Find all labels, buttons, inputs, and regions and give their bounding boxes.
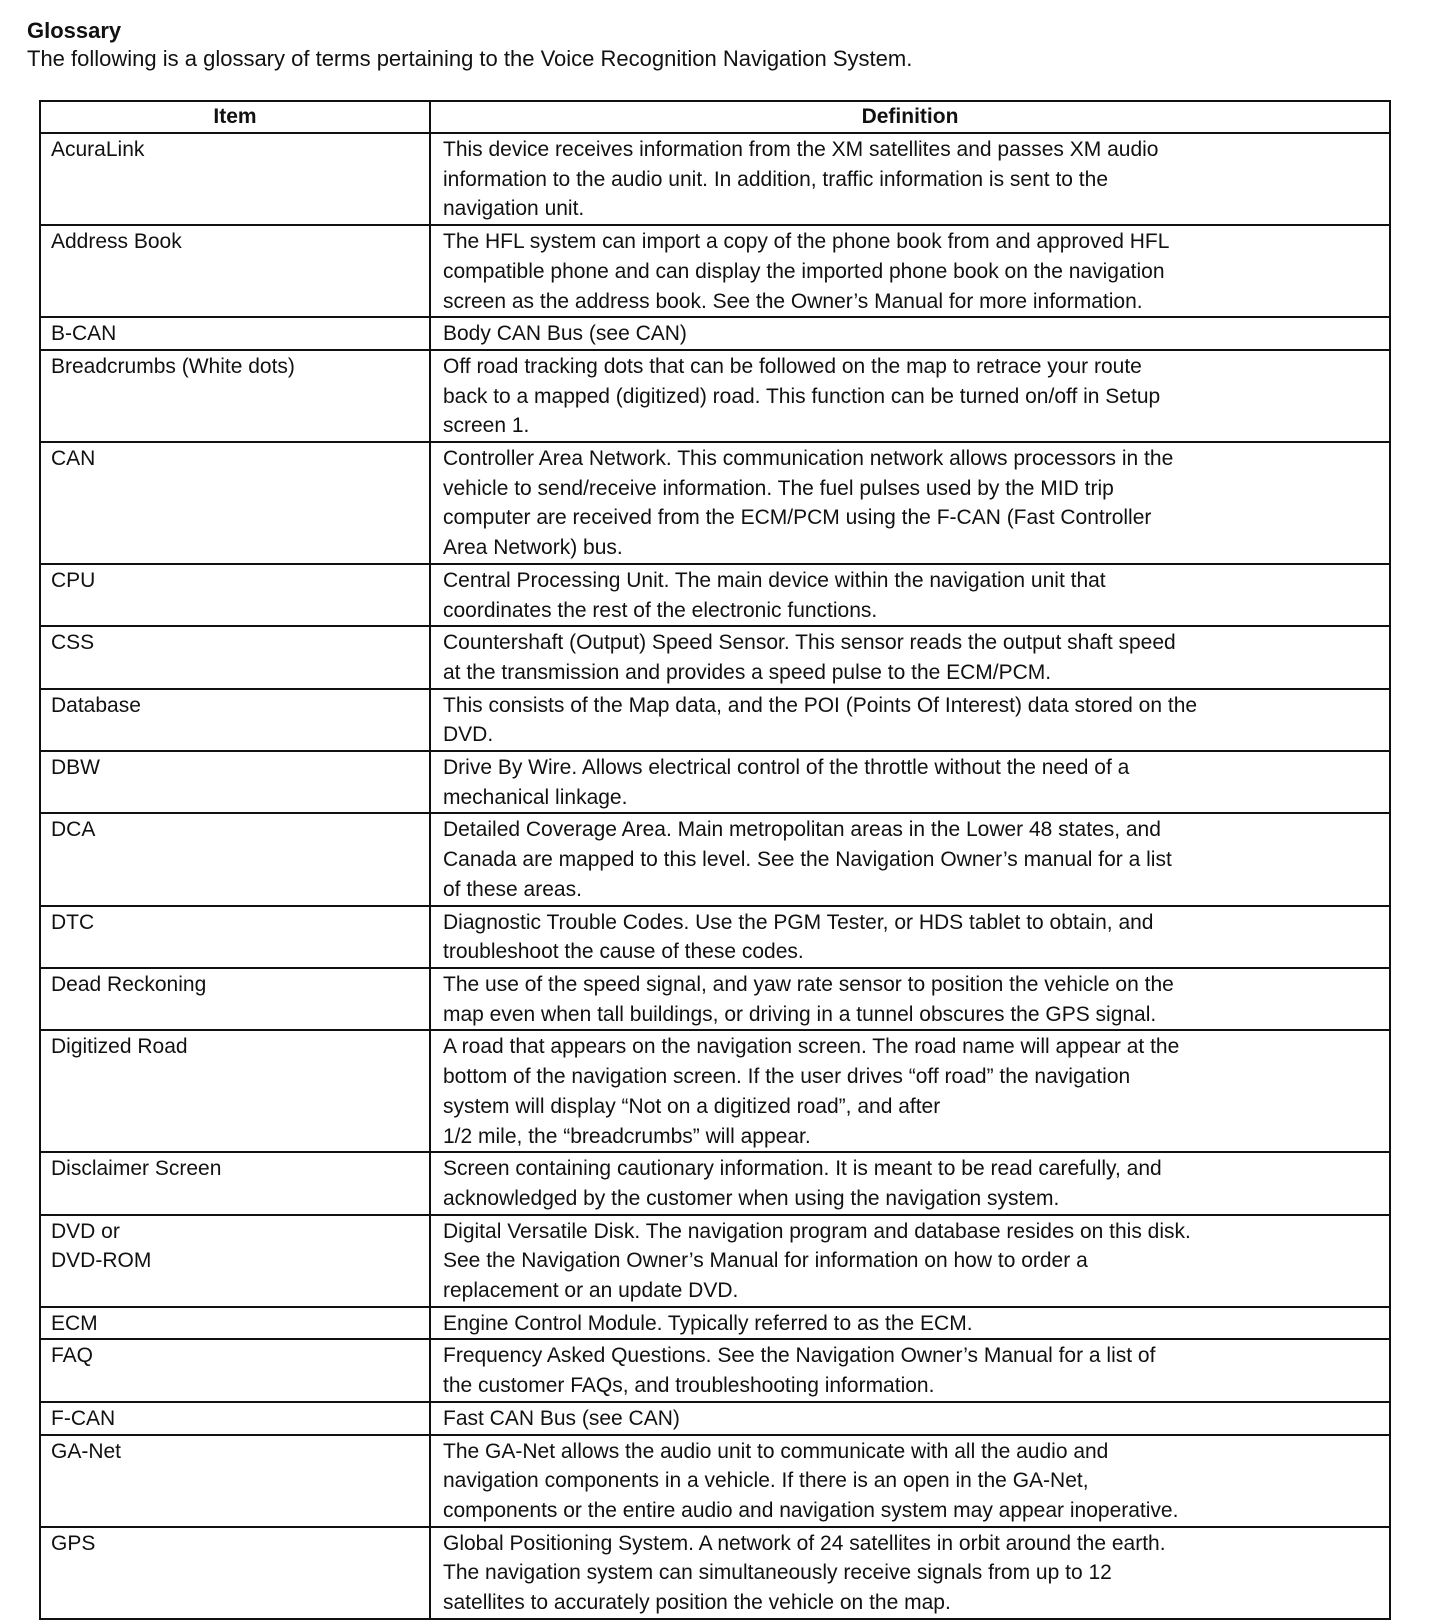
table-row (40, 1527, 1390, 1619)
table-row (40, 906, 1390, 968)
term-cell: F-CAN (40, 1402, 430, 1435)
column-header-definition: Definition (430, 101, 1390, 133)
table-row (40, 350, 1390, 442)
definition-cell: Frequency Asked Questions. See the Navigation Owner’s Manual for a list of the customer FAQs, and troubleshooting information. (430, 1339, 1390, 1401)
definition-cell: Detailed Coverage Area. Main metropolitan areas in the Lower 48 states, and Canada are mapped to this level. See the Navigation Owner’s manual for a list of these areas. (430, 813, 1390, 905)
table-row (40, 1152, 1390, 1214)
definition-cell: This consists of the Map data, and the POI (Points Of Interest) data stored on the DVD. (430, 689, 1390, 751)
term-cell: Disclaimer Screen (40, 1152, 430, 1214)
term-cell: Breadcrumbs (White dots) (40, 350, 430, 442)
definition-cell: Fast CAN Bus (see CAN) (430, 1402, 1390, 1435)
glossary-table (39, 100, 1391, 1620)
table-row (40, 317, 1390, 350)
definition-cell: Engine Control Module. Typically referred to as the ECM. (430, 1307, 1390, 1340)
definition-cell: Body CAN Bus (see CAN) (430, 317, 1390, 350)
table-row (40, 689, 1390, 751)
intro-text: The following is a glossary of terms pertaining to the Voice Recognition Navigation System. (27, 46, 913, 71)
table-header-row (40, 101, 1390, 133)
definition-cell: Central Processing Unit. The main device within the navigation unit that coordinates the rest of the electronic functions. (430, 564, 1390, 626)
column-header-item: Item (40, 101, 430, 133)
term-cell: DTC (40, 906, 430, 968)
definition-cell: Controller Area Network. This communication network allows processors in the vehicle to send/receive information. The fuel pulses used by the MID trip computer are received from the ECM/PCM using the F-CAN (Fast Controller Area Network) bus. (430, 442, 1390, 564)
term-cell: B-CAN (40, 317, 430, 350)
table-row (40, 1215, 1390, 1307)
term-cell: CAN (40, 442, 430, 564)
table-row (40, 1307, 1390, 1340)
table-row (40, 1402, 1390, 1435)
definition-cell: This device receives information from the XM satellites and passes XM audio information to the audio unit. In addition, traffic information is sent to the navigation unit. (430, 133, 1390, 225)
term-cell: FAQ (40, 1339, 430, 1401)
term-cell: DBW (40, 751, 430, 813)
definition-cell: Off road tracking dots that can be followed on the map to retrace your route back to a mapped (digitized) road. This function can be turned on/off in Setup screen 1. (430, 350, 1390, 442)
term-cell: GA-Net (40, 1435, 430, 1527)
term-cell: DCA (40, 813, 430, 905)
term-cell: CSS (40, 626, 430, 688)
term-cell: GPS (40, 1527, 430, 1619)
table-row (40, 751, 1390, 813)
term-cell: AcuraLink (40, 133, 430, 225)
definition-cell: The GA-Net allows the audio unit to communicate with all the audio and navigation components in a vehicle. If there is an open in the GA-Net, components or the entire audio and navigation system may appear inoperative. (430, 1435, 1390, 1527)
term-cell: Address Book (40, 225, 430, 317)
glossary-rows (40, 133, 1390, 1619)
definition-cell: Global Positioning System. A network of 24 satellites in orbit around the earth. The navigation system can simultaneously receive signals from up to 12 satellites to accurately position the vehicle on the map. (430, 1527, 1390, 1619)
table-row (40, 968, 1390, 1030)
table-row (40, 626, 1390, 688)
term-cell: DVD or DVD-ROM (40, 1215, 430, 1307)
definition-cell: The use of the speed signal, and yaw rate sensor to position the vehicle on the map even when tall buildings, or driving in a tunnel obscures the GPS signal. (430, 968, 1390, 1030)
definition-cell: Screen containing cautionary information. It is meant to be read carefully, and acknowledged by the customer when using the navigation system. (430, 1152, 1390, 1214)
definition-cell: Drive By Wire. Allows electrical control of the throttle without the need of a mechanical linkage. (430, 751, 1390, 813)
table-row (40, 564, 1390, 626)
term-cell: CPU (40, 564, 430, 626)
definition-cell: A road that appears on the navigation screen. The road name will appear at the bottom of the navigation screen. If the user drives “off road” the navigation system will display “Not on a digitized road”, and after 1/2 mile, the “breadcrumbs” will appear. (430, 1030, 1390, 1152)
definition-cell: Digital Versatile Disk. The navigation program and database resides on this disk. See the Navigation Owner’s Manual for information on how to order a replacement or an update DVD. (430, 1215, 1390, 1307)
definition-cell: The HFL system can import a copy of the phone book from and approved HFL compatible phone and can display the imported phone book on the navigation screen as the address book. See the Owner’s Manual for more information. (430, 225, 1390, 317)
table-row (40, 1030, 1390, 1152)
table-row (40, 813, 1390, 905)
page-title: Glossary (27, 18, 122, 43)
definition-cell: Countershaft (Output) Speed Sensor. This sensor reads the output shaft speed at the transmission and provides a speed pulse to the ECM/PCM. (430, 626, 1390, 688)
table-row (40, 442, 1390, 564)
table-row (40, 1435, 1390, 1527)
table-row (40, 133, 1390, 225)
table-row (40, 225, 1390, 317)
term-cell: ECM (40, 1307, 430, 1340)
term-cell: Dead Reckoning (40, 968, 430, 1030)
definition-cell: Diagnostic Trouble Codes. Use the PGM Tester, or HDS tablet to obtain, and troubleshoot the cause of these codes. (430, 906, 1390, 968)
term-cell: Database (40, 689, 430, 751)
table-row (40, 1339, 1390, 1401)
term-cell: Digitized Road (40, 1030, 430, 1152)
